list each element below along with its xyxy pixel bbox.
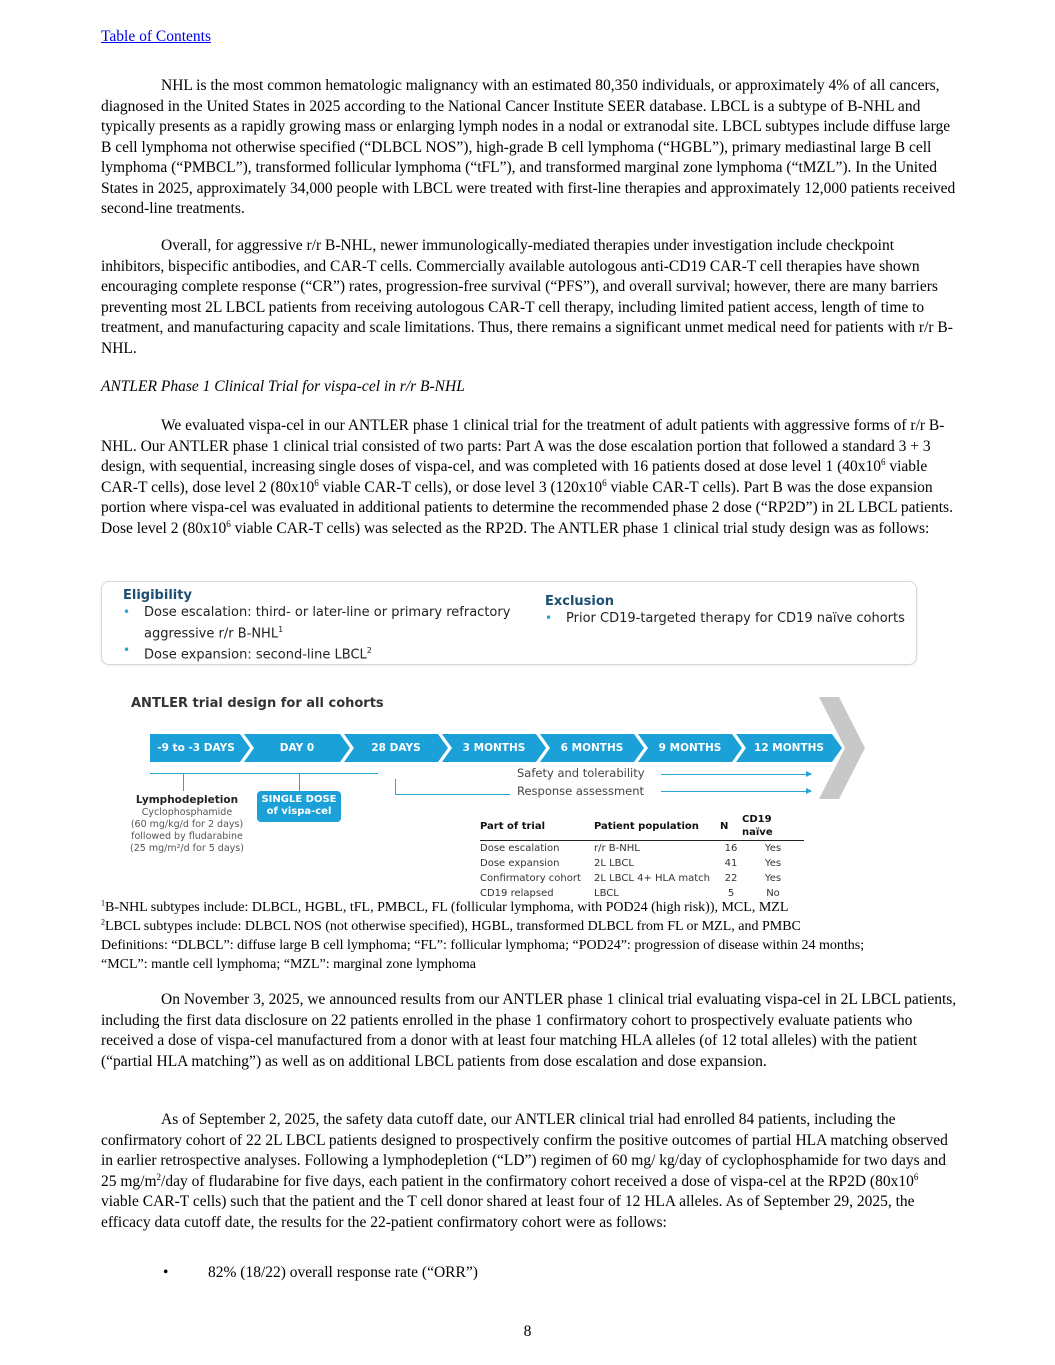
superscript: 2 bbox=[156, 1171, 162, 1182]
eligibility-column bbox=[123, 588, 523, 664]
text-span: viable CAR-T cells). Part B was the dose expansion portion where vispa-cel was evaluated in additional patients to determine the recommended phase 2 dose (“RP2D”) in 2L LBCL patients. Dose level 2 (80x10 bbox=[101, 478, 953, 537]
paragraph-nhl-overview: NHL is the most common hematologic malignancy with an estimated 80,350 individuals, or approximately 4% of all cancers, diagnosed in the United States in 2025 according to the National Cancer Institute SEER database. LBCL is a subtype of B-NHL and typically presents as a rapidly growing mass or enlarging lymph nodes in a nodal or extranodal site. LBCL subtypes include diffuse large B cell lymphoma not otherwise specified (“DLBCL NOS”), high-grade B cell lymphoma (“HGBL”), primary mediastinal large B cell lymphoma (“PMBCL”), transformed follicular lymphoma (“tFL”), and transformed marginal zone lymphoma (“tMZL”). In the United States in 2025, approximately 34,000 people with LBCL were treated with first-line therapies and approximately 12,000 patients received second-line treatments. bbox=[101, 77, 956, 217]
footnote-2 bbox=[101, 917, 961, 936]
column-header: N bbox=[720, 813, 742, 841]
column-header: CD19 naïve bbox=[742, 813, 804, 841]
item-text: Dose escalation: third- or later-line or primary refractory aggressive r/r B-NHL bbox=[144, 605, 511, 642]
footnote-text: LBCL subtypes include: DLBCL NOS (not otherwise specified), HGBL, transformed DLBCL from FL or MZL, and PMBC bbox=[105, 919, 801, 934]
single-dose-badge bbox=[257, 791, 341, 822]
item-text: Dose expansion: second-line LBCL bbox=[144, 647, 367, 663]
paragraph-results-announcement: On November 3, 2025, we announced results from our ANTLER phase 1 clinical trial evaluating vispa-cel in 2L LBCL patients, including the first data disclosure on 22 patients enrolled in the phase 1 confirmatory cohort to prospectively evaluate patients who received a dose of vispa-cel manufactured from a donor with at least four matching HLA alleles (of 12 total alleles) with the patient (“partial HLA matching”) as well as on additional LBCL patients from dose escalation and dose expansion. bbox=[101, 991, 957, 1070]
table-header-row bbox=[480, 813, 804, 841]
segment-label: 28 DAYS bbox=[371, 742, 421, 754]
assessment-line bbox=[395, 794, 510, 795]
timeline-title: ANTLER trial design for all cohorts bbox=[131, 696, 384, 711]
lympho-title: Lymphodepletion bbox=[135, 794, 239, 806]
assessment-connector bbox=[395, 779, 396, 794]
table-cell: No bbox=[766, 888, 780, 899]
exclusion-item bbox=[545, 610, 915, 627]
text-span: /day of fludarabine for five days, each patient in the confirmatory cohort received a dose of vispa-cel at the RP2D (80x10 bbox=[161, 1172, 914, 1190]
page-number: 8 bbox=[523, 1323, 532, 1340]
response-label: Response assessment bbox=[517, 784, 645, 798]
superscript: 1 bbox=[101, 898, 105, 908]
lymphodepletion-note bbox=[128, 793, 246, 855]
section-heading: ANTLER Phase 1 Clinical Trial for vispa-cel in r/r B-NHL bbox=[101, 378, 465, 395]
eligibility-item bbox=[123, 604, 523, 642]
table-cell: 16 bbox=[724, 843, 738, 854]
lympho-line: (60 mg/kg/d for 2 days) bbox=[130, 819, 244, 830]
badge-line: SINGLE DOSE bbox=[261, 794, 337, 805]
segment-label: 9 MONTHS bbox=[658, 742, 722, 754]
table-of-contents-link[interactable]: Table of Contents bbox=[101, 28, 211, 45]
eligibility-item bbox=[123, 642, 523, 663]
segment-label: 3 MONTHS bbox=[462, 742, 526, 754]
paragraph-therapies: Overall, for aggressive r/r B-NHL, newer immunologically-mediated therapies under investigation include checkpoint inhibitors, bispecific antibodies, and CAR-T cells. Commercially available autologous anti-CD19 CAR-T cell therapies have shown encouraging complete response (“CR”) rates, progression-free survival (“PFS”), and overall survival; however, there are many barriers preventing most 2L LBCL patients from receiving autologous CAR-T cell therapy, including limited patient access, length of time to treatment, and manufacturing capacity and scale limitations. Thus, there remains a significant unmet medical need for patients with r/r B-NHL. bbox=[101, 237, 953, 357]
paragraph-enrollment bbox=[101, 1110, 959, 1233]
table-cell: 41 bbox=[724, 858, 738, 869]
footnote-text: B-NHL subtypes include: DLBCL, HGBL, tFL, PMBCL, FL (follicular lymphoma, with POD24 (high risk)), MCL, MZL bbox=[105, 900, 789, 915]
table-cell: 5 bbox=[727, 888, 735, 899]
column-header: Patient population bbox=[594, 813, 720, 841]
dose-connector bbox=[299, 773, 300, 791]
table-cell: 2L LBCL 4+ HLA match bbox=[594, 873, 710, 884]
superscript: 1 bbox=[278, 625, 284, 634]
response-arrow-icon bbox=[661, 791, 811, 792]
text-span: viable CAR-T cells) was selected as the RP2D. The ANTLER phase 1 clinical trial study design was as follows: bbox=[230, 519, 930, 537]
timeline-segment bbox=[736, 734, 842, 762]
table-cell: LBCL bbox=[594, 888, 619, 899]
text-span: We evaluated vispa-cel in our ANTLER phase 1 clinical trial for the treatment of adult patients with aggressive forms of r/r B-NHL. Our ANTLER phase 1 clinical trial consisted of two parts: Part A was the dose escalation portion that followed a standard 3 + 3 design, with sequential, increasing single doses of vispa-cel, and was completed with 16 patients dosed at dose level 1 (40x10 bbox=[101, 417, 945, 475]
timeline-segment bbox=[638, 734, 742, 762]
segment-label: 12 MONTHS bbox=[754, 742, 824, 754]
exclusion-column bbox=[545, 594, 915, 627]
bullet-icon: • bbox=[163, 1264, 169, 1281]
timeline-segment bbox=[540, 734, 644, 762]
table-cell: Yes bbox=[764, 873, 782, 884]
superscript: 6 bbox=[226, 518, 231, 529]
definitions-line: “MCL”: mantle cell lymphoma; “MZL”: marginal zone lymphoma bbox=[101, 957, 476, 972]
superscript: 2 bbox=[366, 646, 372, 656]
table-row bbox=[480, 856, 804, 871]
timeline-axis-line bbox=[150, 773, 378, 774]
definitions-line: Definitions: “DLBCL”: diffuse large B cell lymphoma; “FL”: follicular lymphoma; “POD24”: progression of disease within 24 months; bbox=[101, 938, 865, 953]
segment-label: -9 to -3 DAYS bbox=[157, 742, 235, 754]
trial-cohort-table bbox=[480, 813, 804, 901]
superscript: 6 bbox=[602, 477, 607, 488]
figure-footnotes bbox=[101, 898, 961, 974]
timeline-segment bbox=[442, 734, 546, 762]
segment-label: 6 MONTHS bbox=[560, 742, 624, 754]
text-span: As of September 2, 2025, the safety data cutoff date, our ANTLER clinical trial had enrolled 84 patients, including the confirmatory cohort of 22 2L LBCL patients designed to prospectively confirm the positive outcomes of partial HLA matching observed in earlier retrospective analyses. Following a lymphodepletion (“LD”) regimen of 60 mg/ kg/day of cyclophosphamide for two days and 25 mg/m bbox=[101, 1111, 948, 1190]
table-cell: Yes bbox=[764, 858, 782, 869]
table-cell: Confirmatory cohort bbox=[480, 873, 581, 884]
table-cell: 22 bbox=[724, 873, 738, 884]
footnote-1 bbox=[101, 898, 961, 917]
timeline-segment bbox=[344, 734, 448, 762]
table-cell: Dose escalation bbox=[480, 843, 560, 854]
lympho-connector bbox=[183, 773, 184, 791]
superscript: 6 bbox=[881, 456, 886, 467]
results-list-item bbox=[163, 1264, 478, 1282]
superscript: 6 bbox=[913, 1171, 919, 1182]
table-cell: Dose expansion bbox=[480, 858, 560, 869]
result-text: 82% (18/22) overall response rate (“ORR”) bbox=[208, 1264, 478, 1281]
lympho-line: (25 mg/m²/d for 5 days) bbox=[130, 843, 244, 854]
text-span: viable CAR-T cells) such that the patient and the T cell donor shared at least four of 12 HLA alleles. As of September 29, 2025, the efficacy data cutoff date, the results for the 22-patient confirmatory cohort were as follows: bbox=[101, 1193, 915, 1231]
text-span: viable CAR-T cells), or dose level 3 (120x10 bbox=[318, 478, 603, 496]
table-cell: CD19 relapsed bbox=[480, 888, 554, 899]
safety-arrow-icon bbox=[661, 774, 811, 775]
table-row bbox=[480, 841, 804, 857]
table-cell: r/r B-NHL bbox=[594, 843, 640, 854]
timeline-segment bbox=[244, 734, 350, 762]
text-span: viable CAR-T cells), dose level 2 (80x10 bbox=[101, 458, 928, 496]
timeline-segment bbox=[150, 734, 250, 762]
superscript: 2 bbox=[101, 917, 105, 927]
eligibility-list bbox=[123, 604, 523, 664]
exclusion-title: Exclusion bbox=[545, 594, 615, 609]
lympho-line: followed by fludarabine bbox=[131, 831, 243, 842]
paragraph-antler-design bbox=[101, 416, 956, 539]
exclusion-list bbox=[545, 610, 915, 627]
lympho-line: Cyclophosphamide bbox=[141, 807, 233, 818]
column-header: Part of trial bbox=[480, 813, 594, 841]
eligibility-box bbox=[101, 581, 917, 665]
superscript: 6 bbox=[314, 477, 319, 488]
segment-label: DAY 0 bbox=[279, 742, 315, 754]
eligibility-title: Eligibility bbox=[123, 588, 192, 603]
badge-line: of vispa-cel bbox=[266, 806, 332, 817]
table-cell: Yes bbox=[764, 843, 782, 854]
safety-label: Safety and tolerability bbox=[517, 766, 645, 780]
item-text: Prior CD19-targeted therapy for CD19 naïve cohorts bbox=[566, 611, 905, 626]
table-row bbox=[480, 871, 804, 886]
table-cell: 2L LBCL bbox=[594, 858, 634, 869]
